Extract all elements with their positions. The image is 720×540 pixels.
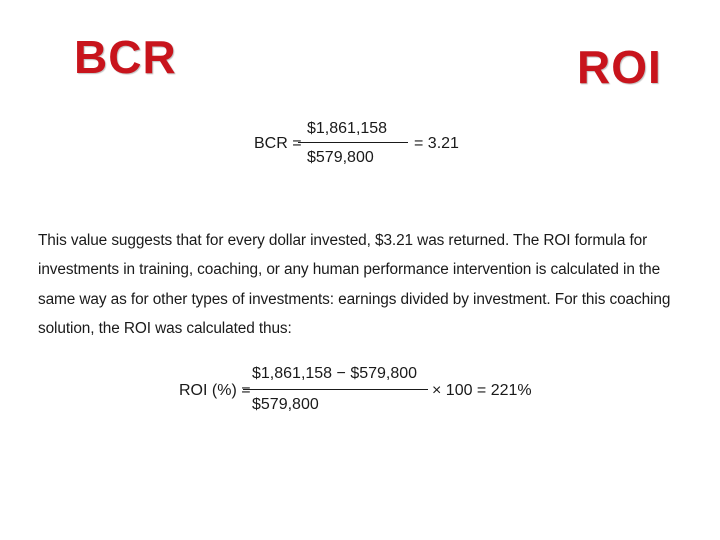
roi-heading: ROI <box>577 41 662 93</box>
bcr-formula-result: = 3.21 <box>414 135 459 152</box>
roi-formula-numerator: $1,861,158 − $579,800 <box>252 365 418 382</box>
bcr-heading: BCR <box>74 31 177 83</box>
roi-formula-denominator: $579,800 <box>252 396 319 413</box>
roi-fraction-bar <box>243 389 428 390</box>
bcr-formula-denominator: $579,800 <box>307 149 374 166</box>
bcr-formula-lhs: BCR = <box>254 135 302 152</box>
roi-formula-lhs: ROI (%) = <box>179 382 251 399</box>
explanation-paragraph: This value suggests that for every dollar invested, $3.21 was returned. The ROI formula for investments in training, coaching, or any human performance intervention is calculated in the same way as for other types of investments: earnings divided by investment. For this coaching solution, the ROI was calculated thus: <box>38 232 671 337</box>
bcr-formula-numerator: $1,861,158 <box>307 120 388 137</box>
bcr-fraction-bar <box>298 142 408 143</box>
roi-formula-result: × 100 = 221% <box>432 382 532 399</box>
